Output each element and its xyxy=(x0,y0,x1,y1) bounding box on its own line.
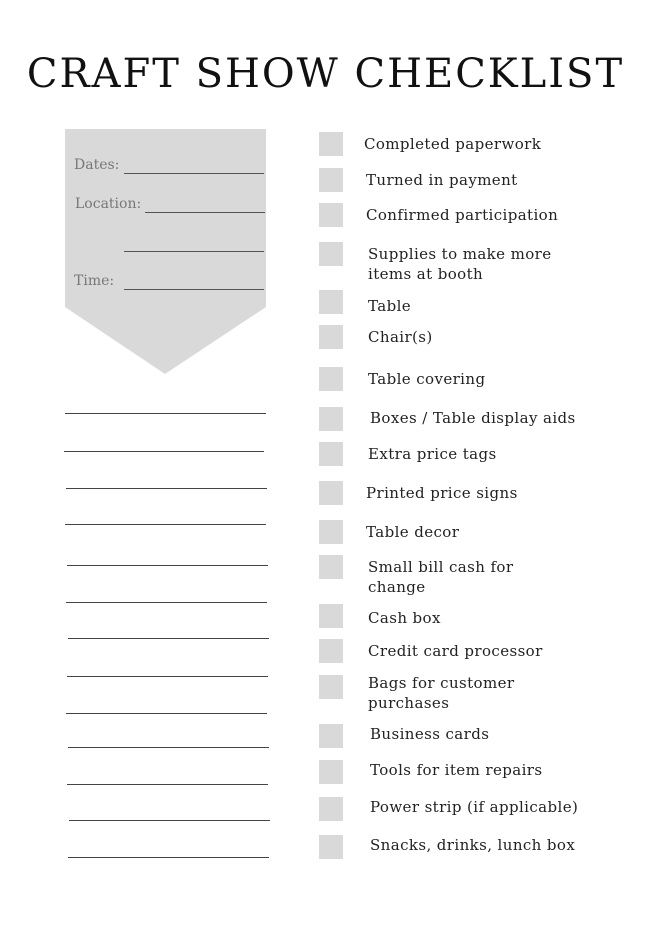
checklist-item-label: Tools for item repairs xyxy=(370,761,543,779)
checkbox[interactable] xyxy=(319,724,343,748)
checklist-item-label: Business cards xyxy=(370,725,490,743)
checkbox[interactable] xyxy=(319,555,343,579)
checklist-item-label: Turned in payment xyxy=(366,171,518,189)
event-info-banner xyxy=(65,129,266,375)
checkbox[interactable] xyxy=(319,481,343,505)
checklist-item-label: Printed price signs xyxy=(366,484,518,502)
location-field-line[interactable] xyxy=(145,212,265,213)
checkbox[interactable] xyxy=(319,242,343,266)
checkbox[interactable] xyxy=(319,639,343,663)
time-label: Time: xyxy=(74,273,115,289)
checklist-item-label: Chair(s) xyxy=(368,328,433,346)
checklist-item-label: Supplies to make more items at booth xyxy=(368,245,552,283)
time-field-line[interactable] xyxy=(124,289,264,290)
note-line[interactable] xyxy=(69,820,270,821)
dates-field-line[interactable] xyxy=(124,173,264,174)
note-line[interactable] xyxy=(66,488,267,489)
checkbox[interactable] xyxy=(319,367,343,391)
checkbox[interactable] xyxy=(319,203,343,227)
checklist-item-label: Credit card processor xyxy=(368,642,543,660)
checklist-item-label: Confirmed participation xyxy=(366,206,559,224)
note-line[interactable] xyxy=(64,451,264,452)
note-line[interactable] xyxy=(67,676,268,677)
note-line[interactable] xyxy=(67,784,268,785)
dates-label: Dates: xyxy=(74,157,120,173)
checkbox[interactable] xyxy=(319,675,343,699)
checklist-item-label: Power strip (if applicable) xyxy=(370,798,579,816)
note-line[interactable] xyxy=(65,524,266,525)
note-line[interactable] xyxy=(68,857,269,858)
checkbox[interactable] xyxy=(319,604,343,628)
checkbox[interactable] xyxy=(319,520,343,544)
checkbox[interactable] xyxy=(319,290,343,314)
checkbox[interactable] xyxy=(319,835,343,859)
checkbox[interactable] xyxy=(319,132,343,156)
note-line[interactable] xyxy=(66,602,267,603)
checklist-item-label: Small bill cash for change xyxy=(368,558,514,596)
note-line[interactable] xyxy=(68,747,269,748)
note-line[interactable] xyxy=(67,565,268,566)
checklist-item-label: Completed paperwork xyxy=(364,135,542,153)
checklist-item-label: Cash box xyxy=(368,609,441,627)
checklist-item-label: Table xyxy=(368,297,412,315)
note-line[interactable] xyxy=(68,638,269,639)
checklist-item-label: Snacks, drinks, lunch box xyxy=(370,836,576,854)
checkbox[interactable] xyxy=(319,168,343,192)
checklist-item-label: Extra price tags xyxy=(368,445,497,463)
checklist-item-label: Table decor xyxy=(366,523,460,541)
checkbox[interactable] xyxy=(319,325,343,349)
location-label: Location: xyxy=(75,196,142,212)
note-line[interactable] xyxy=(65,413,266,414)
checklist-item-label: Table covering xyxy=(368,370,486,388)
note-line[interactable] xyxy=(66,713,267,714)
checkbox[interactable] xyxy=(319,442,343,466)
checkbox[interactable] xyxy=(319,407,343,431)
checkbox[interactable] xyxy=(319,797,343,821)
page-title: CRAFT SHOW CHECKLIST xyxy=(26,51,625,97)
checkbox[interactable] xyxy=(319,760,343,784)
checklist-item-label: Boxes / Table display aids xyxy=(370,409,576,427)
checklist-item-label: Bags for customer purchases xyxy=(368,674,515,712)
location-extra-line[interactable] xyxy=(124,251,264,252)
